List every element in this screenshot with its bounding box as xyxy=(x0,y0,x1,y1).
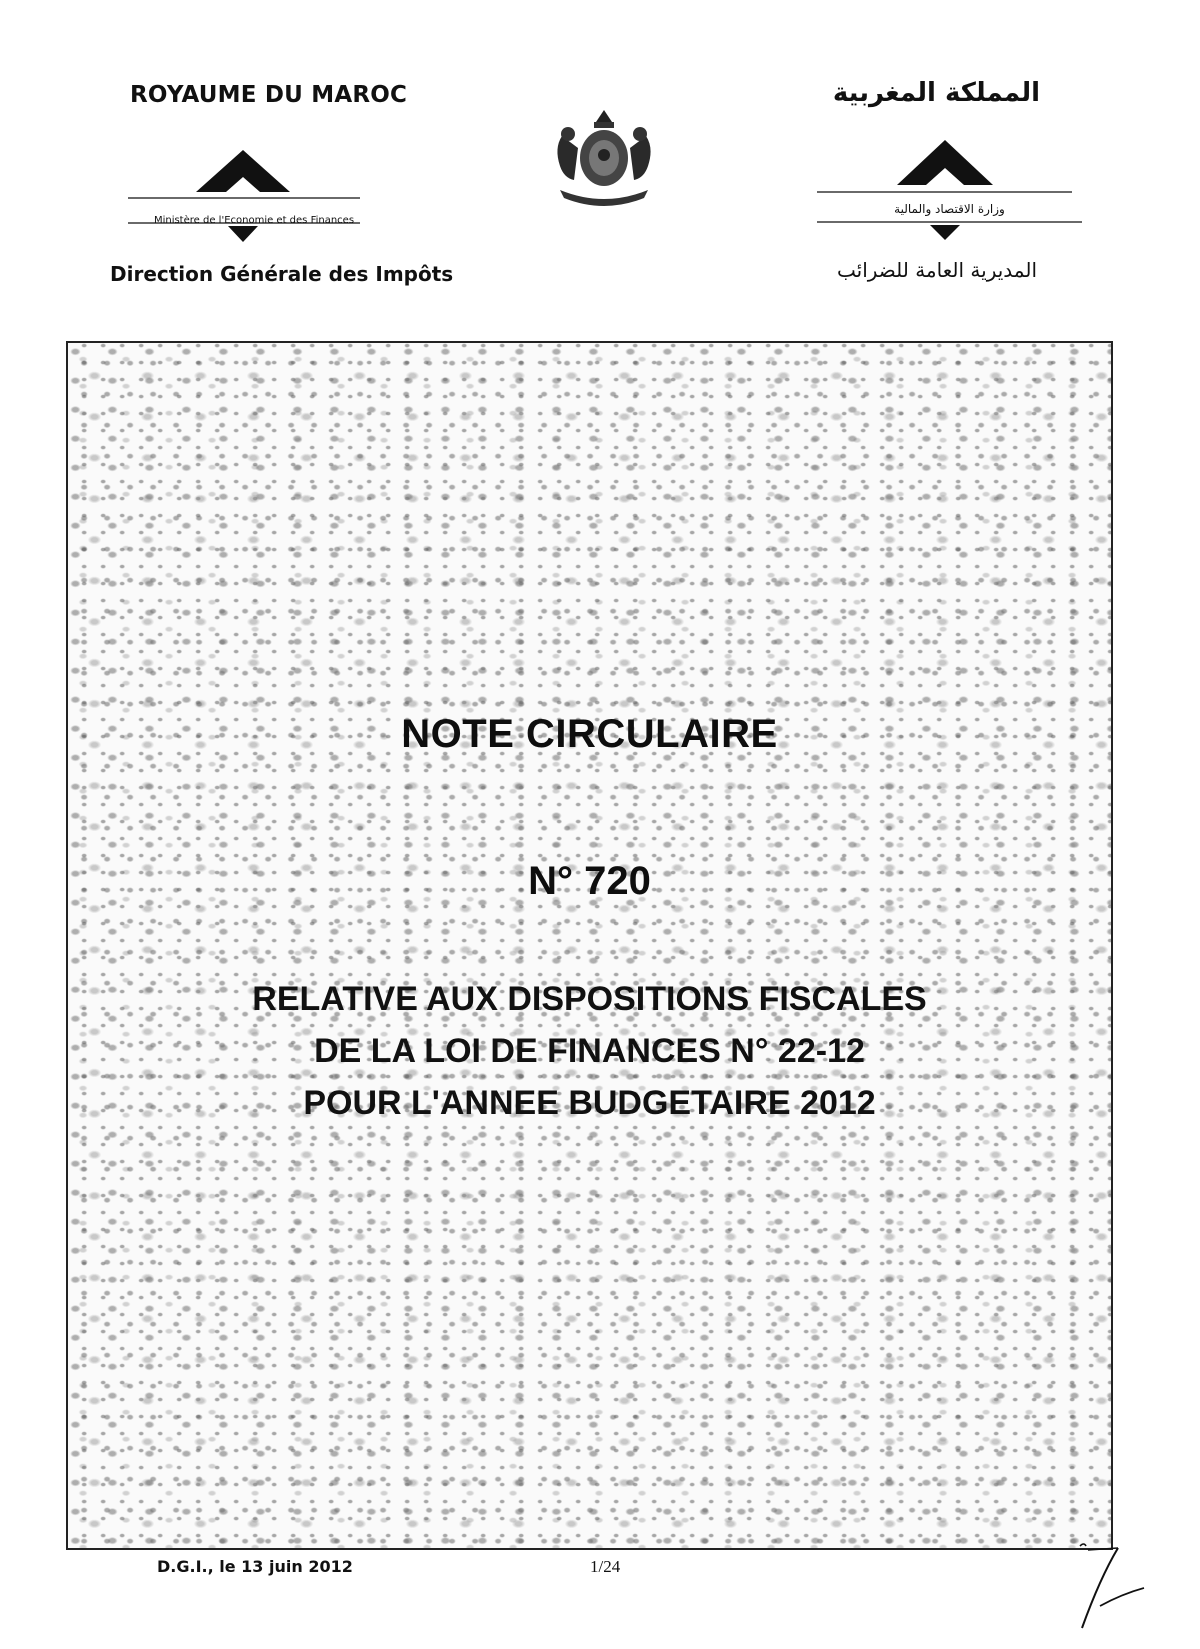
ministry-logo-ar xyxy=(812,140,1087,240)
subject-line: RELATIVE AUX DISPOSITIONS FISCALES xyxy=(252,980,927,1018)
direction-ar: المديرية العامة للضرائب xyxy=(837,258,1037,282)
direction-fr: Direction Générale des Impôts xyxy=(110,262,454,286)
page-number: 1/24 xyxy=(590,1557,621,1576)
subject-line: POUR L'ANNEE BUDGETAIRE 2012 xyxy=(303,1084,876,1122)
footer-date: D.G.I., le 13 juin 2012 xyxy=(157,1557,353,1576)
document-title: NOTE CIRCULAIRE xyxy=(401,712,778,756)
document-number: N° 720 xyxy=(528,859,651,903)
ministry-label-ar: وزارة الاقتصاد والمالية xyxy=(894,202,1005,216)
country-title-fr: ROYAUME DU MAROC xyxy=(130,82,408,108)
subject-line: DE LA LOI DE FINANCES N° 22-12 xyxy=(314,1032,865,1070)
country-title-ar: المملكة المغربية xyxy=(832,78,1040,108)
initials-signature xyxy=(1070,1538,1170,1638)
ministry-label-fr: Ministère de l'Economie et des Finances xyxy=(153,215,355,226)
cover-frame xyxy=(66,341,1113,1550)
royal-emblem-icon xyxy=(540,108,668,208)
ministry-logo-fr xyxy=(128,150,380,250)
document-subject xyxy=(68,973,1111,1129)
